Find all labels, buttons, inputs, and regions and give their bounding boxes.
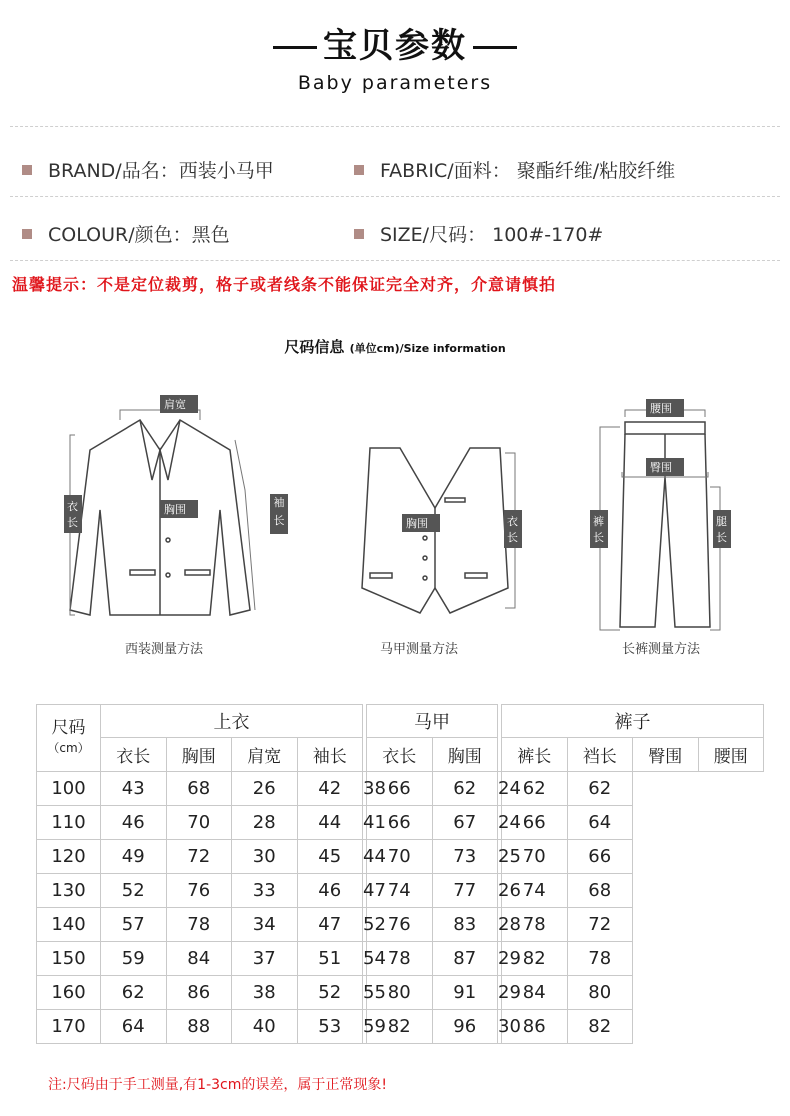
pants-leg-label: 腿 xyxy=(716,515,727,528)
suit-shoulder-label: 肩宽 xyxy=(164,398,186,411)
table-cell: 62 xyxy=(567,772,633,806)
size-header-text: 尺码 xyxy=(51,718,86,738)
table-cell: 74 xyxy=(367,874,433,908)
size-table xyxy=(36,704,764,1044)
group-header-top: 上衣 xyxy=(101,705,363,738)
pants-hip-label: 臀围 xyxy=(650,461,672,474)
suit-caption: 西装测量方法 xyxy=(125,642,204,657)
suit-diagram xyxy=(60,390,260,630)
page-header xyxy=(0,18,790,67)
table-cell: 64 xyxy=(567,806,633,840)
table-cell: 24 xyxy=(498,806,502,840)
table-cell: 68 xyxy=(166,772,232,806)
vest-length-label-2: 长 xyxy=(507,531,518,544)
bullet-square xyxy=(22,165,32,175)
table-cell: 59 xyxy=(363,1010,367,1044)
suit-length-label: 衣 xyxy=(67,500,78,513)
table-cell: 82 xyxy=(567,1010,633,1044)
table-cell: 26 xyxy=(232,772,298,806)
vest-caption: 马甲测量方法 xyxy=(380,642,459,657)
table-cell: 78 xyxy=(567,942,633,976)
pants-leg-label-2: 长 xyxy=(716,531,727,544)
table-cell: 45 xyxy=(297,840,363,874)
table-cell: 84 xyxy=(502,976,568,1010)
size-cell: 130 xyxy=(37,874,101,908)
table-cell: 76 xyxy=(166,874,232,908)
column-header-pants-2: 臀围 xyxy=(633,738,699,772)
table-cell: 87 xyxy=(432,942,498,976)
param-fabric xyxy=(354,156,675,183)
table-cell: 28 xyxy=(232,806,298,840)
table-cell: 77 xyxy=(432,874,498,908)
footnote: 注:尺码由于手工测量,有1-3cm的误差，属于正常现象! xyxy=(48,1077,387,1093)
table-cell: 70 xyxy=(166,806,232,840)
table-cell: 73 xyxy=(432,840,498,874)
table-cell: 62 xyxy=(502,772,568,806)
table-cell: 64 xyxy=(101,1010,167,1044)
bullet-square xyxy=(354,229,364,239)
bullet-square xyxy=(354,165,364,175)
column-header-pants-0: 裤长 xyxy=(502,738,568,772)
table-cell: 88 xyxy=(166,1010,232,1044)
table-cell: 57 xyxy=(101,908,167,942)
table-cell: 44 xyxy=(297,806,363,840)
table-row xyxy=(37,772,764,806)
table-cell: 52 xyxy=(363,908,367,942)
size-info-title: 尺码信息 xyxy=(284,338,345,356)
page-title-text: 宝贝参数 xyxy=(323,26,467,66)
column-header-top-3: 袖长 xyxy=(297,738,363,772)
vest-length-label: 衣 xyxy=(507,515,518,528)
table-cell: 86 xyxy=(166,976,232,1010)
column-header-top-1: 胸围 xyxy=(166,738,232,772)
column-header-pants-1: 裆长 xyxy=(567,738,633,772)
vest-diagram xyxy=(350,438,530,618)
page-subtitle: Baby parameters xyxy=(297,72,493,94)
unit-header-text: （cm） xyxy=(47,741,90,755)
param-size-text: SIZE/尺码： 100#-170# xyxy=(380,224,604,246)
pants-diagram xyxy=(580,392,750,637)
table-cell: 84 xyxy=(166,942,232,976)
pants-caption: 长裤测量方法 xyxy=(622,642,701,657)
group-header-vest: 马甲 xyxy=(367,705,498,738)
param-size xyxy=(354,220,603,247)
table-cell: 34 xyxy=(232,908,298,942)
table-cell: 26 xyxy=(498,874,502,908)
table-cell: 40 xyxy=(232,1010,298,1044)
table-row xyxy=(37,806,764,840)
table-cell: 54 xyxy=(363,942,367,976)
table-cell: 76 xyxy=(367,908,433,942)
size-cell: 110 xyxy=(37,806,101,840)
table-cell: 83 xyxy=(432,908,498,942)
table-cell: 46 xyxy=(101,806,167,840)
size-info-unit: (单位cm)/Size information xyxy=(349,342,506,355)
table-cell: 52 xyxy=(297,976,363,1010)
table-cell: 52 xyxy=(101,874,167,908)
table-cell: 38 xyxy=(232,976,298,1010)
table-cell: 86 xyxy=(502,1010,568,1044)
table-cell: 59 xyxy=(101,942,167,976)
column-header-pants-3: 腰围 xyxy=(698,738,764,772)
table-cell: 29 xyxy=(498,976,502,1010)
table-cell: 66 xyxy=(367,806,433,840)
param-colour xyxy=(22,220,230,247)
table-cell: 41 xyxy=(363,806,367,840)
column-header-vest-1: 胸围 xyxy=(432,738,498,772)
size-cell: 150 xyxy=(37,942,101,976)
table-cell: 44 xyxy=(363,840,367,874)
table-cell: 62 xyxy=(101,976,167,1010)
table-cell: 42 xyxy=(297,772,363,806)
table-cell: 82 xyxy=(502,942,568,976)
group-header-pants: 裤子 xyxy=(502,705,764,738)
vest-chest-label: 胸围 xyxy=(406,517,428,530)
page-title xyxy=(267,26,523,66)
table-cell: 24 xyxy=(498,772,502,806)
size-cell: 120 xyxy=(37,840,101,874)
table-cell: 66 xyxy=(367,772,433,806)
table-row xyxy=(37,1010,764,1044)
table-cell: 25 xyxy=(498,840,502,874)
param-brand xyxy=(22,156,274,183)
table-cell: 46 xyxy=(297,874,363,908)
size-info-heading xyxy=(0,336,790,357)
bullet-square xyxy=(22,229,32,239)
column-header-vest-0: 衣长 xyxy=(367,738,433,772)
divider xyxy=(10,260,780,261)
table-cell: 78 xyxy=(502,908,568,942)
table-cell: 49 xyxy=(101,840,167,874)
table-cell: 51 xyxy=(297,942,363,976)
pants-length-label: 裤 xyxy=(593,515,604,528)
table-cell: 91 xyxy=(432,976,498,1010)
sub-header-row xyxy=(37,738,764,772)
pants-length-label-2: 长 xyxy=(593,531,604,544)
size-cell: 100 xyxy=(37,772,101,806)
table-cell: 30 xyxy=(498,1010,502,1044)
param-fabric-text: FABRIC/面料： 聚酯纤维/粘胶纤维 xyxy=(380,160,676,182)
table-cell: 78 xyxy=(367,942,433,976)
table-cell: 74 xyxy=(502,874,568,908)
column-header-top-2: 肩宽 xyxy=(232,738,298,772)
table-cell: 80 xyxy=(567,976,633,1010)
suit-chest-label: 胸围 xyxy=(164,503,186,516)
table-cell: 80 xyxy=(367,976,433,1010)
table-cell: 67 xyxy=(432,806,498,840)
table-cell: 37 xyxy=(232,942,298,976)
table-cell: 47 xyxy=(297,908,363,942)
notice-text: 温馨提示：不是定位裁剪，格子或者线条不能保证完全对齐，介意请慎拍 xyxy=(12,275,557,294)
table-cell: 28 xyxy=(498,908,502,942)
size-table-body xyxy=(37,772,764,1044)
table-cell: 62 xyxy=(432,772,498,806)
pants-waist-label: 腰围 xyxy=(650,402,672,415)
table-cell: 47 xyxy=(363,874,367,908)
table-cell: 29 xyxy=(498,942,502,976)
column-header-top-0: 衣长 xyxy=(101,738,167,772)
table-cell: 66 xyxy=(567,840,633,874)
table-cell: 53 xyxy=(297,1010,363,1044)
table-cell: 38 xyxy=(363,772,367,806)
table-cell: 43 xyxy=(101,772,167,806)
suit-sleeve-label: 袖 长 xyxy=(270,494,288,534)
table-cell: 55 xyxy=(363,976,367,1010)
divider xyxy=(10,126,780,127)
param-colour-text: COLOUR/颜色：黑色 xyxy=(48,224,230,246)
table-cell: 82 xyxy=(367,1010,433,1044)
table-row xyxy=(37,874,764,908)
size-cell: 140 xyxy=(37,908,101,942)
title-right-dash xyxy=(473,46,517,49)
table-cell: 96 xyxy=(432,1010,498,1044)
table-cell: 72 xyxy=(567,908,633,942)
table-cell: 66 xyxy=(502,806,568,840)
table-cell: 70 xyxy=(502,840,568,874)
table-cell: 72 xyxy=(166,840,232,874)
table-cell: 70 xyxy=(367,840,433,874)
table-cell: 68 xyxy=(567,874,633,908)
table-cell: 30 xyxy=(232,840,298,874)
table-cell: 33 xyxy=(232,874,298,908)
divider xyxy=(10,196,780,197)
table-row xyxy=(37,942,764,976)
table-cell: 78 xyxy=(166,908,232,942)
table-row xyxy=(37,908,764,942)
param-brand-text: BRAND/品名：西装小马甲 xyxy=(48,160,274,182)
table-row xyxy=(37,976,764,1010)
size-cell: 170 xyxy=(37,1010,101,1044)
title-left-dash xyxy=(273,46,317,49)
table-row xyxy=(37,840,764,874)
size-column-header xyxy=(37,705,101,772)
suit-length-label-2: 长 xyxy=(67,516,78,529)
size-cell: 160 xyxy=(37,976,101,1010)
